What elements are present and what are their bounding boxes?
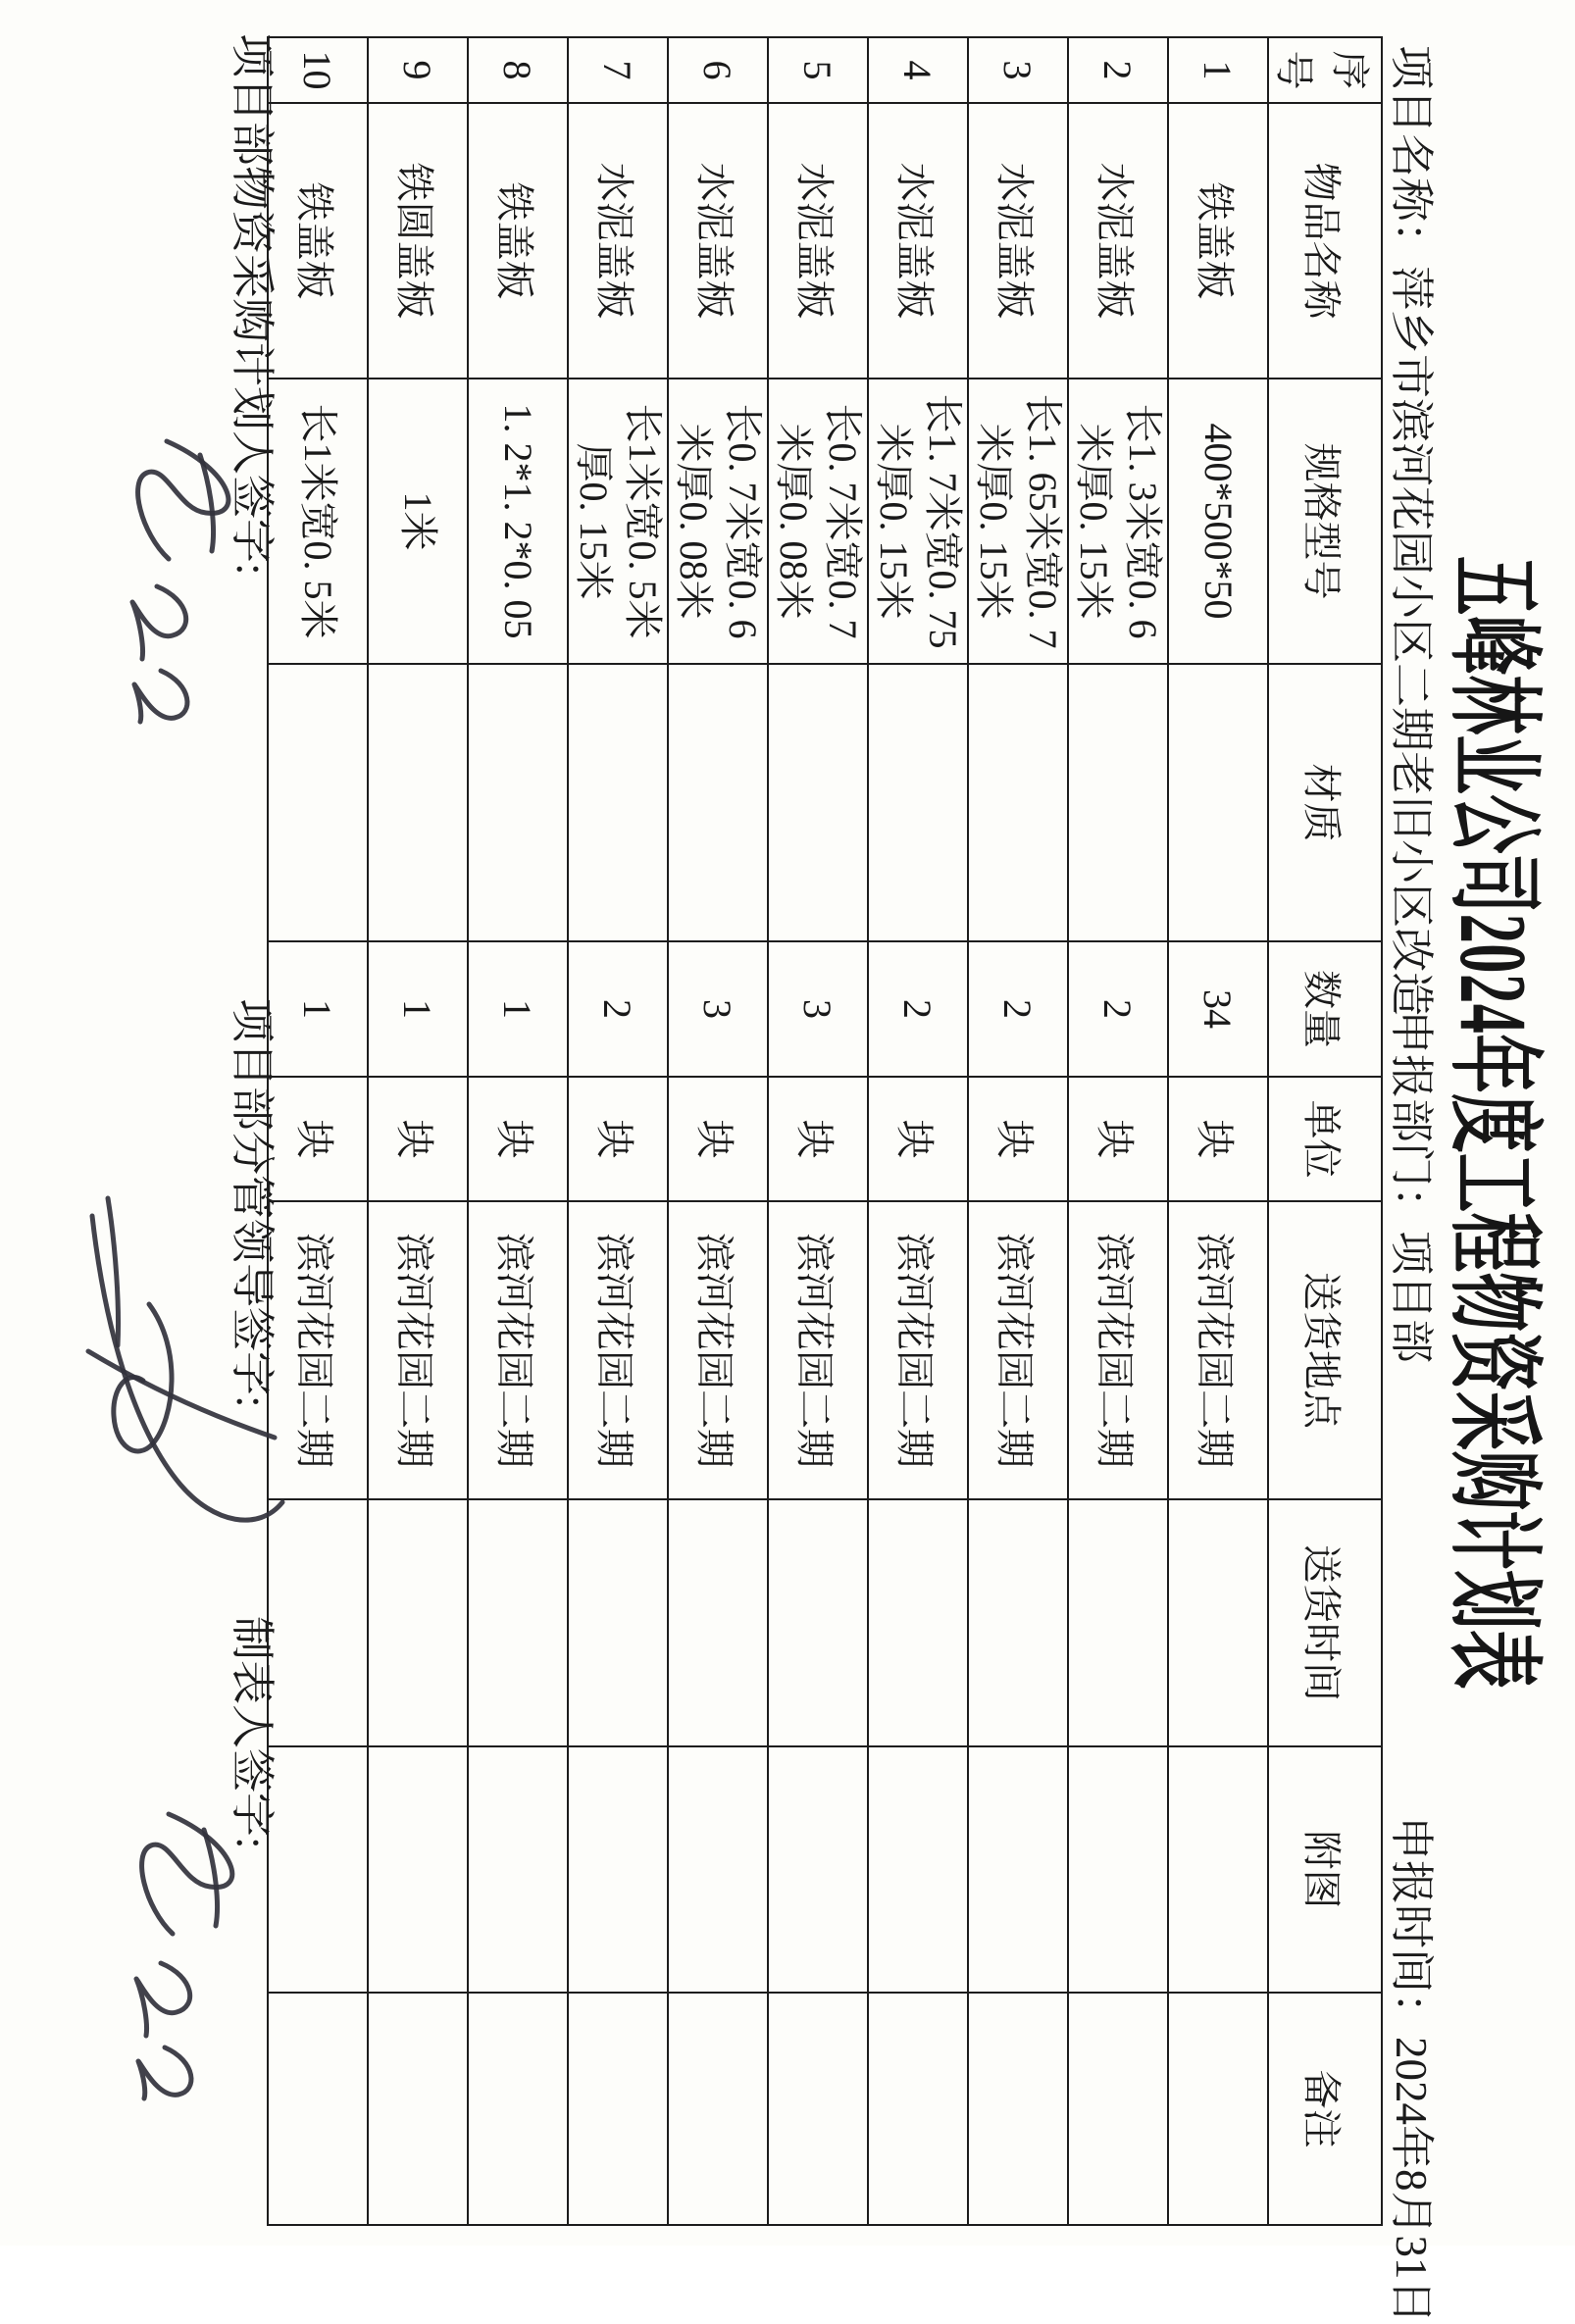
cell-spec: 400*500*50 <box>1168 379 1268 664</box>
cell-time <box>668 1499 768 1746</box>
table-row <box>868 37 968 2225</box>
table-row <box>1068 37 1168 2225</box>
cell-unit: 块 <box>368 1077 468 1201</box>
cell-remark <box>368 1993 468 2225</box>
cell-time <box>368 1499 468 1746</box>
column-header-material: 材质 <box>1268 664 1382 941</box>
cell-place: 滨河花园二期 <box>668 1201 768 1499</box>
cell-time <box>868 1499 968 1746</box>
cell-name: 铁盖板 <box>468 103 568 379</box>
cell-material <box>568 664 668 941</box>
column-header-remark: 备注 <box>1268 1993 1382 2225</box>
table-row <box>368 37 468 2225</box>
cell-name: 水泥盖板 <box>1068 103 1168 379</box>
cell-spec: 长1米宽0. 5米 <box>268 379 368 664</box>
cell-name: 铁圆盖板 <box>368 103 468 379</box>
cell-drawing <box>868 1746 968 1993</box>
cell-drawing <box>668 1746 768 1993</box>
cell-no: 1 <box>1168 37 1268 103</box>
cell-qty: 2 <box>968 941 1068 1077</box>
cell-spec: 1. 2*1. 2*0. 05 <box>468 379 568 664</box>
cell-remark <box>268 1993 368 2225</box>
cell-name: 水泥盖板 <box>968 103 1068 379</box>
cell-qty: 2 <box>1068 941 1168 1077</box>
planner-signature-label: 项目部物资采购计划人签字: <box>228 33 277 576</box>
cell-material <box>1168 664 1268 941</box>
cell-name: 铁盖板 <box>1168 103 1268 379</box>
cell-place: 滨河花园二期 <box>368 1201 468 1499</box>
reporting-department-label: 申报部门：项目部 <box>1387 1010 1436 1364</box>
cell-time <box>1068 1499 1168 1746</box>
cell-place: 滨河花园二期 <box>1068 1201 1168 1499</box>
cell-qty: 2 <box>568 941 668 1077</box>
cell-unit: 块 <box>668 1077 768 1201</box>
cell-qty: 1 <box>268 941 368 1077</box>
document-title: 五峰林业公司2024年度工程物资采购计划表 <box>1441 556 1546 1690</box>
cell-qty: 3 <box>768 941 868 1077</box>
cell-place: 滨河花园二期 <box>468 1201 568 1499</box>
cell-unit: 块 <box>968 1077 1068 1201</box>
cell-drawing <box>368 1746 468 1993</box>
cell-no: 4 <box>868 37 968 103</box>
cell-place: 滨河花园二期 <box>968 1201 1068 1499</box>
cell-remark <box>1068 1993 1168 2225</box>
cell-no: 5 <box>768 37 868 103</box>
cell-remark <box>968 1993 1068 2225</box>
cell-unit: 块 <box>868 1077 968 1201</box>
cell-time <box>968 1499 1068 1746</box>
cell-name: 水泥盖板 <box>568 103 668 379</box>
reporting-date-label: 申报时间：2024年8月31日 <box>1387 1816 1436 2324</box>
cell-material <box>668 664 768 941</box>
cell-name: 水泥盖板 <box>768 103 868 379</box>
cell-name: 铁盖板 <box>268 103 368 379</box>
column-header-spec: 规格型号 <box>1268 379 1382 664</box>
project-name-label: 项目名称：萍乡市滨河花园小区二期老旧小区改造 <box>1387 45 1436 1017</box>
table-row <box>1168 37 1268 2225</box>
cell-drawing <box>968 1746 1068 1993</box>
column-header-delivery-time: 送货时间 <box>1268 1499 1382 1746</box>
cell-no: 10 <box>268 37 368 103</box>
cell-remark <box>468 1993 568 2225</box>
column-header-drawing: 附图 <box>1268 1746 1382 1993</box>
preparer-handwritten-signature <box>95 1791 267 2114</box>
cell-qty: 1 <box>368 941 468 1077</box>
cell-name: 水泥盖板 <box>668 103 768 379</box>
cell-no: 6 <box>668 37 768 103</box>
cell-remark <box>1168 1993 1268 2225</box>
cell-place: 滨河花园二期 <box>768 1201 868 1499</box>
cell-unit: 块 <box>268 1077 368 1201</box>
cell-spec: 1米 <box>368 379 468 664</box>
column-header-unit: 单位 <box>1268 1077 1382 1201</box>
cell-unit: 块 <box>768 1077 868 1201</box>
table-row <box>568 37 668 2225</box>
cell-no: 9 <box>368 37 468 103</box>
cell-remark <box>768 1993 868 2225</box>
cell-no: 2 <box>1068 37 1168 103</box>
cell-time <box>1168 1499 1268 1746</box>
cell-material <box>468 664 568 941</box>
cell-unit: 块 <box>468 1077 568 1201</box>
procurement-plan-table <box>267 36 1383 2226</box>
column-header-no: 序号 <box>1268 37 1382 103</box>
cell-time <box>768 1499 868 1746</box>
cell-no: 8 <box>468 37 568 103</box>
cell-qty: 2 <box>868 941 968 1077</box>
cell-unit: 块 <box>1068 1077 1168 1201</box>
cell-remark <box>868 1993 968 2225</box>
cell-no: 3 <box>968 37 1068 103</box>
cell-material <box>768 664 868 941</box>
cell-material <box>968 664 1068 941</box>
table-row <box>468 37 568 2225</box>
cell-unit: 块 <box>1168 1077 1268 1201</box>
cell-spec: 长0. 7米宽0. 7米厚0. 08米 <box>768 379 868 664</box>
column-header-quantity: 数量 <box>1268 941 1382 1077</box>
header-row <box>1268 37 1382 2225</box>
cell-spec: 长1. 65米宽0. 7米厚0. 15米 <box>968 379 1068 664</box>
cell-unit: 块 <box>568 1077 668 1201</box>
cell-remark <box>668 1993 768 2225</box>
table-row <box>968 37 1068 2225</box>
cell-material <box>268 664 368 941</box>
column-header-delivery-place: 送货地点 <box>1268 1201 1382 1499</box>
cell-material <box>868 664 968 941</box>
cell-qty: 34 <box>1168 941 1268 1077</box>
cell-place: 滨河花园二期 <box>1168 1201 1268 1499</box>
leader-handwritten-signature <box>63 1188 308 1571</box>
cell-spec: 长1. 7米宽0. 75米厚0. 15米 <box>868 379 968 664</box>
cell-place: 滨河花园二期 <box>568 1201 668 1499</box>
cell-drawing <box>468 1746 568 1993</box>
cell-time <box>468 1499 568 1746</box>
cell-drawing <box>568 1746 668 1993</box>
column-header-item-name: 物品名称 <box>1268 103 1382 379</box>
cell-qty: 1 <box>468 941 568 1077</box>
leader-signature-label: 项目部分管领导签字: <box>228 998 277 1408</box>
cell-material <box>1068 664 1168 941</box>
table-row <box>668 37 768 2225</box>
cell-drawing <box>1068 1746 1168 1993</box>
cell-spec: 长0. 7米宽0. 6米厚0. 08米 <box>668 379 768 664</box>
cell-remark <box>568 1993 668 2225</box>
preparer-signature-label: 制表人签字: <box>228 1616 277 1849</box>
cell-place: 滨河花园二期 <box>868 1201 968 1499</box>
cell-spec: 长1米宽0. 5米厚0. 15米 <box>568 379 668 664</box>
cell-drawing <box>768 1746 868 1993</box>
table-row <box>768 37 868 2225</box>
document-meta-line <box>1387 0 1448 2324</box>
cell-drawing <box>1168 1746 1268 1993</box>
cell-material <box>368 664 468 941</box>
cell-time <box>568 1499 668 1746</box>
planner-handwritten-signature <box>94 422 261 726</box>
cell-place: 滨河花园二期 <box>268 1201 368 1499</box>
cell-spec: 长1. 3米宽0. 6米厚0. 15米 <box>1068 379 1168 664</box>
cell-qty: 3 <box>668 941 768 1077</box>
cell-no: 7 <box>568 37 668 103</box>
cell-name: 水泥盖板 <box>868 103 968 379</box>
